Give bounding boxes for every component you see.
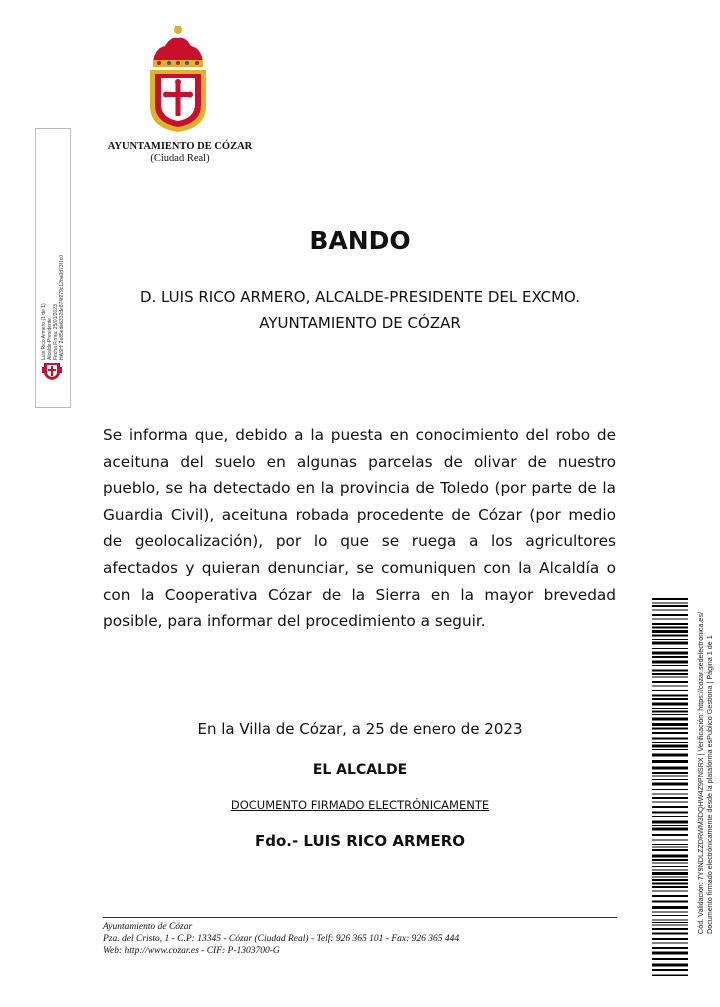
barcode-bar [652,610,688,611]
barcode-bar [652,952,688,955]
barcode-bar [652,670,688,672]
barcode-bar [652,812,688,814]
footer-divider [103,917,617,918]
org-region: (Ciudad Real) [150,153,210,164]
validation-barcode [652,598,688,976]
verification-line-1: Cód. Validación: 7Y9NDLZZDRWM3DQHW4Z9PNSRX | Verificación: https://cozar.sedelectronica.es/ [696,612,705,934]
barcode-bar [652,760,688,763]
barcode-bar [652,821,688,824]
barcode-bar [652,681,688,683]
barcode-bar [652,895,688,897]
barcode-bar [652,802,688,803]
barcode-bar [652,686,688,687]
signature-stamp-text: Luis Rico Armero (1 de 1) Alcalde-Presidente Fecha Firma: 25/01/2023 HASH: 2e85ede6332de874f279c12ba0d73f1c0 [41,254,65,360]
barcode-bar [652,745,688,748]
barcode-bar [652,783,688,786]
barcode-bar [652,879,688,881]
barcode-bar [652,619,688,620]
barcode-bar [652,915,688,916]
org-name: AYUNTAMIENTO DE CÓZAR [107,141,253,152]
place-and-date: En la Villa de Cózar, a 25 de enero de 2023 [197,720,523,738]
barcode-bar [652,642,688,645]
barcode-bar [652,855,688,858]
barcode-bar [652,943,688,944]
barcode-bar [652,825,688,826]
coat-of-arms-mini-icon [41,359,63,381]
barcode-bar [652,776,688,777]
barcode-bar [652,922,688,923]
barcode-bar [652,859,688,861]
barcode-bar [652,723,688,726]
barcode-bar [652,975,688,977]
barcode-bar [652,728,688,730]
footer [103,921,617,957]
barcode-bar [652,883,688,885]
barcode-bar [652,891,688,892]
barcode-bar [652,718,688,721]
footer-web: Web: http://www.cozar.es - CIF: P-1303700-G [103,946,280,956]
barcode-bar [652,732,688,734]
subtitle-line-1: D. LUIS RICO ARMERO, ALCALDE-PRESIDENTE DEL EXCMO. [139,288,581,306]
barcode-bar [652,661,688,664]
barcode-bar [652,708,688,709]
barcode-bar [652,840,688,841]
barcode-bar [652,648,688,649]
verification-line-2: Documento firmado electrónicamente desde la plataforma esPublico Gestiona | Página 1 de 1 [705,635,714,934]
barcode-bar [652,767,688,770]
barcode-bar [652,969,688,971]
body-paragraph: Se informa que, debido a la puesta en conocimiento del robo de aceituna del suelo en algunas parcelas de olivar de nuestro pueblo, se ha detectado en la provincia de Toledo (por parte de la Guardia Civil), aceituna robada procedente de Cózar (por medio de geolocalización), por lo que se ruega a los agricultores afectados y quieran denunciar, se comuniquen con la Alcaldía o con la Cooperativa Cózar de la Sierra en la mayor brevedad posible, para informar del procedimiento a seguir. [103,426,616,631]
barcode-bar [652,797,688,799]
barcode-bar [652,920,688,921]
barcode-bar [652,806,688,808]
barcode-bar [652,754,688,757]
barcode-bar [652,690,688,691]
document-title: BANDO [309,226,411,255]
barcode-bar [652,714,688,715]
barcode-bar [652,901,688,903]
organization-header [90,141,270,165]
barcode-bar [652,912,688,913]
barcode-bar [652,844,688,845]
barcode-bar [652,665,688,666]
signatory-name: Fdo.- LUIS RICO ARMERO [255,832,465,850]
barcode-bar [652,964,688,967]
document-subtitle [80,284,640,336]
barcode-bar [652,698,688,700]
barcode-bar [652,772,688,774]
barcode-bar [652,877,688,878]
barcode-bar [652,703,688,706]
barcode-bar [652,828,688,831]
signature-stamp [35,128,71,408]
barcode-bar [652,627,688,629]
barcode-bar [652,639,688,640]
barcode-bar [652,779,688,780]
barcode-bar [652,863,688,864]
barcode-bar [652,635,688,637]
barcode-bar [652,938,688,940]
barcode-bar [652,834,688,836]
barcode-bar [652,849,688,851]
barcode-bar [652,673,688,675]
coat-of-arms-logo [145,22,211,134]
barcode-bar [652,598,688,600]
barcode-bar [652,749,688,750]
subtitle-line-2: AYUNTAMIENTO DE CÓZAR [259,314,461,332]
barcode-bar [652,794,688,795]
barcode-bar [652,605,688,607]
barcode-bar [652,866,688,867]
barcode-bar [652,742,688,743]
barcode-bar [652,677,688,678]
barcode-bar [652,789,688,790]
footer-org: Ayuntamiento de Cózar [103,922,193,932]
barcode-bar [652,872,688,875]
barcode-bar [652,656,688,658]
barcode-bar [652,816,688,817]
barcode-bar [652,870,688,871]
barcode-bar [652,614,688,616]
barcode-bar [652,630,688,633]
signatory-role: EL ALCALDE [312,762,408,778]
barcode-bar [652,695,688,697]
barcode-bar [652,738,688,740]
electronic-signature-note: DOCUMENTO FIRMADO ELECTRÓNICAMENTE [230,798,490,812]
barcode-bar [652,711,688,713]
barcode-bar [652,652,688,655]
barcode-bar [652,886,688,888]
barcode-bar [652,928,688,930]
barcode-bar [652,933,688,935]
barcode-bar [652,947,688,949]
barcode-bar [652,925,688,926]
barcode-bar [652,623,688,625]
verification-code [696,604,714,934]
barcode-bar [652,847,688,848]
barcode-bar [652,906,688,909]
footer-address: Pza. del Cristo, 1 - C.P: 13345 - Cózar (Ciudad Real) - Telf: 926 365 101 - Fax: 926 365 444 [103,934,460,944]
barcode-bar [652,958,688,960]
barcode-bar [652,603,688,604]
